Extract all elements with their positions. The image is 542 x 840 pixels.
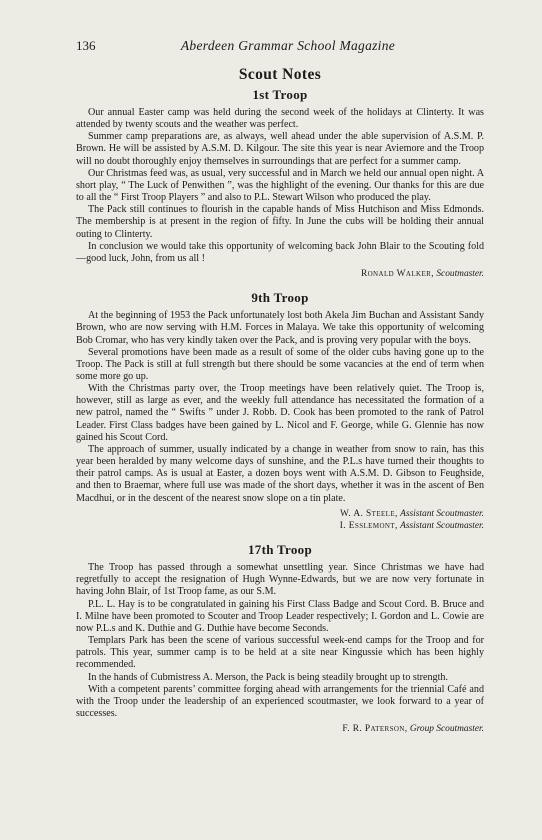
paragraph: Several promotions have been made as a result of some of the older cubs having gone up to the Troop. The Pack is still at full strength but there should be some vacancies at the end of term when some more go up. [76,346,484,383]
signature-role: Assistant Scoutmaster. [400,508,484,519]
section-9th-troop [76,290,484,532]
signature [76,723,484,735]
paragraph: P.L. L. Hay is to be congratulated in gaining his First Class Badge and Scout Cord. B. Bruce and I. Milne have been promoted to Scouter and Troop Leader respectively; I. Gordon and L. Cowie are now P.L.s and K. Duthie and G. Duthie have become Seconds. [76,598,484,634]
paragraph: In conclusion we would take this opportunity of welcoming back John Blair to the Scouting fold—good luck, John, from us all ! [76,240,484,264]
paragraph: Templars Park has been the scene of various successful week-end camps for the Troop and for patrols. This year, summer camp is to be held at a site near Kingussie which has been highly recommended. [76,635,484,671]
signature [76,508,484,520]
article-title: Scout Notes [238,66,322,83]
paragraph: With the Christmas party over, the Troop meetings have been relatively quiet. The Troop is, however, still as large as ever, and the weekly full attendance has necessitated the formation of a new patrol, named the “ Swifts ” under J. Robb. D. Cook has been promoted to the rank of Patrol Leader. First Class badges have been gained by L. Nicol and F. George, while G. Glennie has now gained his Scout Cord. [76,383,484,443]
section-heading: 17th Troop [247,542,313,558]
signature-name: I. Esslemont, [339,520,398,531]
running-head [76,38,484,62]
paragraph: The Troop has passed through a somewhat unsettling year. Since Christmas we have had regretfully to accept the resignation of Hugh Wynne-Edwards, but we are now very fortunate in having John Blair, of 1st Troop fame, as our S.M. [76,562,484,598]
paragraph: At the beginning of 1953 the Pack unfortunately lost both Akela Jim Buchan and Assistant Sandy Brown, who are now serving with H.M. Forces in Malaya. We take this opportunity of welcoming Bob Cromar, who has very kindly taken over the Pack, and is proving very popular with the boys. [76,310,484,346]
page-number: 136 [76,38,96,53]
paragraph: Our Christmas feed was, as usual, very successful and in March we held our annual open night. A short play, “ The Luck of Penwithen ”, was the highlight of the evening. Our thanks for this are due to all the “ First Troop Players ” and also to P.L. Stewart Wilson who produced the play. [76,167,484,204]
section-heading: 1st Troop [252,87,308,102]
signature-name: F. R. Paterson, [342,724,408,735]
signature-role: Assistant Scoutmaster. [400,520,484,531]
signature-role: Scoutmaster. [436,269,484,280]
journal-title: Aberdeen Grammar School Magazine [180,38,396,53]
section-17th-troop [76,542,484,735]
section-heading: 9th Troop [251,290,309,306]
paragraph: Summer camp preparations are, as always, well ahead under the able supervision of A.S.M. P. Brown. He will be assisted by A.S.M. D. Kilgour. The site this year is near Aviemore and the Troop will no doubt thoroughly enjoy themselves in surroundings that are perfect for a summer camp. [76,131,484,167]
paragraph: The Pack still continues to flourish in the capable hands of Miss Hutchison and Miss Edmonds. The membership is at present in the region of fifty. In June the cubs will be holding their annual outing to Clinterty. [76,204,484,240]
signature [76,520,484,532]
signature-name: Ronald Walker, [360,269,434,280]
paragraph: The approach of summer, usually indicated by a change in weather from snow to rain, has this year been heralded by many welcome days of sunshine, and the P.L.s have turned their thoughts to their patrol camps. As is usual at Easter, a dozen boys went with A.S.M. D. Gibson to Feughside, and then to Braemar, where full use was made of the short days, whether it was in the ascent of Ben Macdhui, or in the descent of the nearest snow slope on a tin plate. [76,443,484,504]
signature [76,268,484,280]
paragraph: In the hands of Cubmistress A. Merson, the Pack is being steadily brought up to strength. [88,671,448,683]
paragraph: Our annual Easter camp was held during the second week of the holidays at Clinterty. It was attended by twenty scouts and the weather was perfect. [76,107,484,131]
signature-role: Group Scoutmaster. [409,724,484,735]
signature-name: W. A. Steele, [340,508,398,519]
section-1st-troop [76,87,484,280]
paragraph: With a competent parents’ committee forging ahead with arrangements for the triennial Café and with the Troop under the leadership of an experienced scoutmaster, we look forward to a year of successes. [76,683,484,720]
